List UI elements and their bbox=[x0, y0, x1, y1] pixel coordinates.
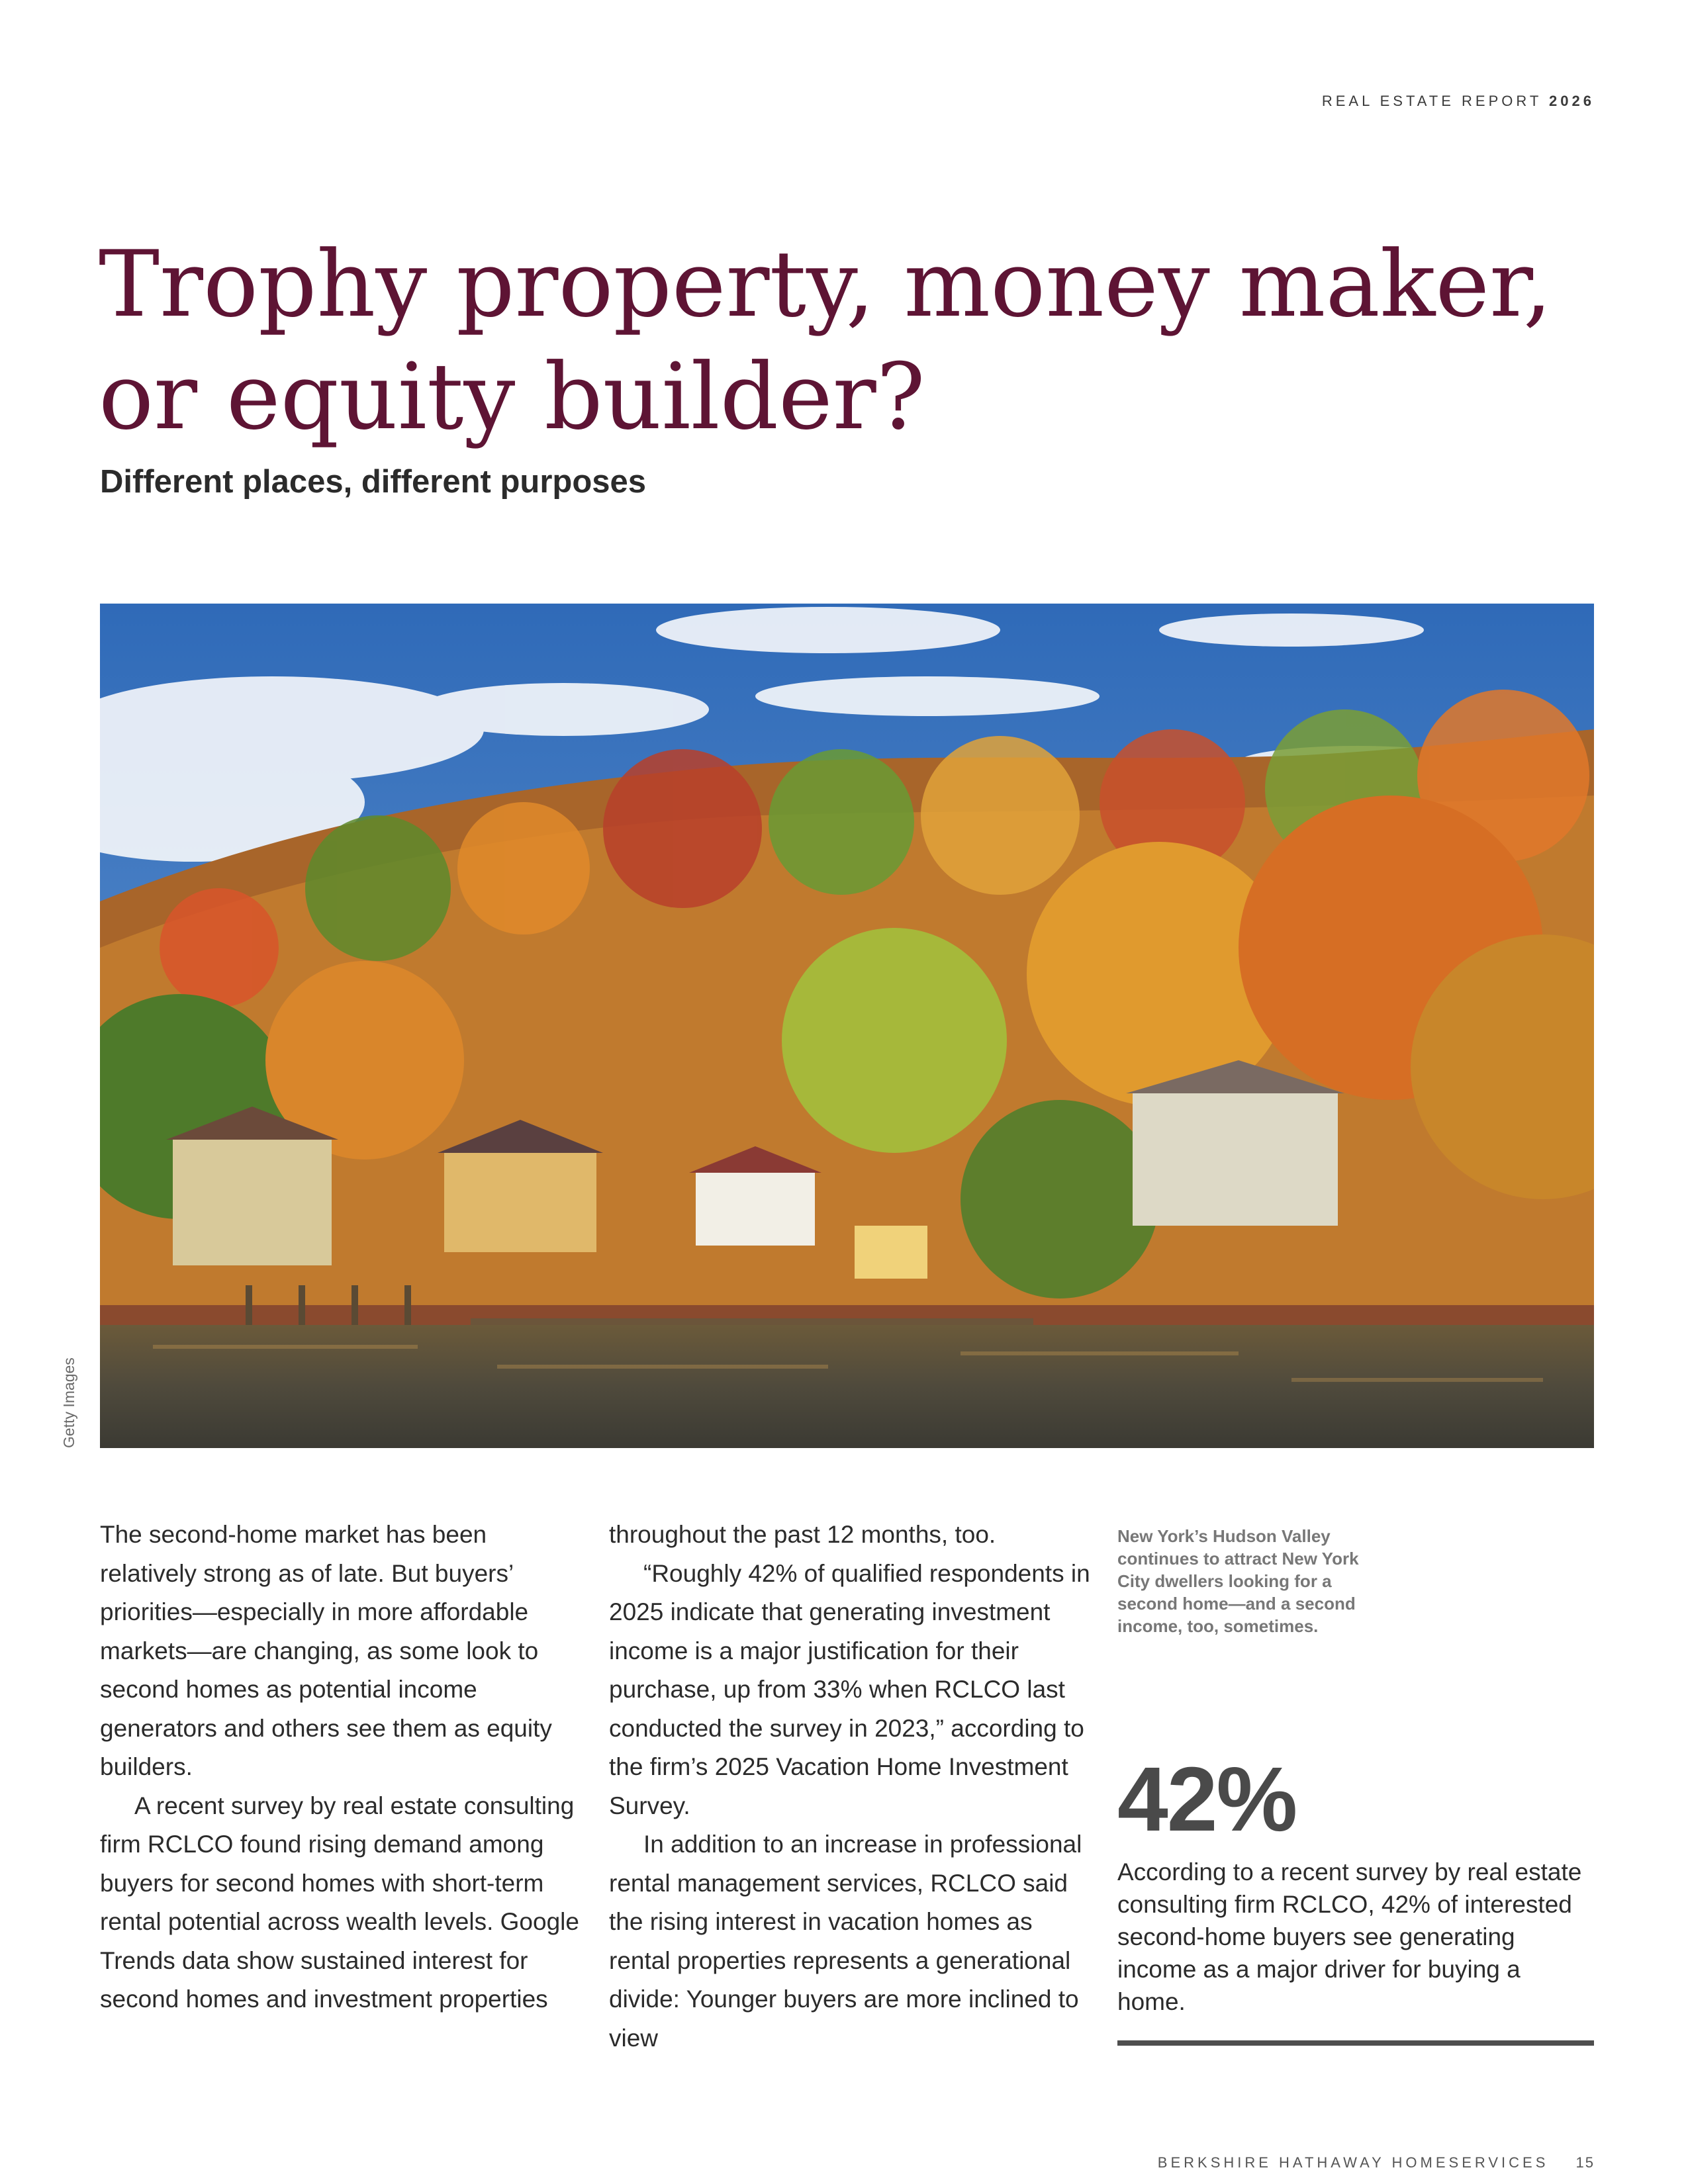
title-line-1: Trophy property, money maker, bbox=[99, 231, 1552, 338]
article-column-1 bbox=[100, 1516, 590, 2019]
article-column-2 bbox=[609, 1516, 1096, 2058]
report-year: 2026 bbox=[1549, 93, 1595, 109]
hudson-valley-illustration bbox=[100, 604, 1594, 1448]
report-label: REAL ESTATE REPORT bbox=[1321, 93, 1542, 109]
page-number: 15 bbox=[1575, 2154, 1595, 2171]
article-subtitle: Different places, different purposes bbox=[100, 464, 647, 500]
photo-credit: Getty Images bbox=[60, 1357, 77, 1448]
stat-description: According to a recent survey by real estate consulting firm RCLCO, 42% of interested second-home buyers see generating income as a major driver for buying a home. bbox=[1117, 1858, 1582, 2015]
paragraph: “Roughly 42% of qualified respondents in 2025 indicate that generating investment income is a major justification for their purchase, up from 33% when RCLCO last conducted the survey in 2023,” according to the firm’s 2025 Vacation Home Investment Survey. bbox=[609, 1559, 1090, 1819]
page-footer bbox=[1158, 2154, 1595, 2171]
hudson-valley-photo bbox=[100, 604, 1594, 1448]
divider bbox=[1117, 2040, 1594, 2046]
article-title bbox=[99, 228, 1555, 453]
report-header bbox=[1322, 93, 1595, 110]
stat-value: 42% bbox=[1117, 1749, 1297, 1850]
paragraph: In addition to an increase in professional rental management services, RCLCO said the rising interest in vacation homes as rental properties represents a generational divide: Younger buyers are more inclined to view bbox=[609, 1831, 1082, 2052]
footer-brand: BERKSHIRE HATHAWAY HOMESERVICES bbox=[1157, 2154, 1549, 2171]
paragraph: throughout the past 12 months, too. bbox=[609, 1521, 996, 1548]
paragraph: A recent survey by real estate consulting firm RCLCO found rising demand among buyers for second homes with short-term rental potential across wealth levels. Google Trends data show sustained interest for second homes and investment properties bbox=[100, 1792, 579, 2013]
title-line-2: or equity builder? bbox=[99, 343, 925, 450]
photo-caption: New York’s Hudson Valley continues to attract New York City dwellers looking for a second home—and a second income, too, sometimes. bbox=[1117, 1526, 1359, 1636]
paragraph: The second-home market has been relatively strong as of late. But buyers’ priorities—especially in more affordable markets—are changing, as some look to second homes as potential income generators and others see them as equity builders. bbox=[100, 1521, 552, 1780]
